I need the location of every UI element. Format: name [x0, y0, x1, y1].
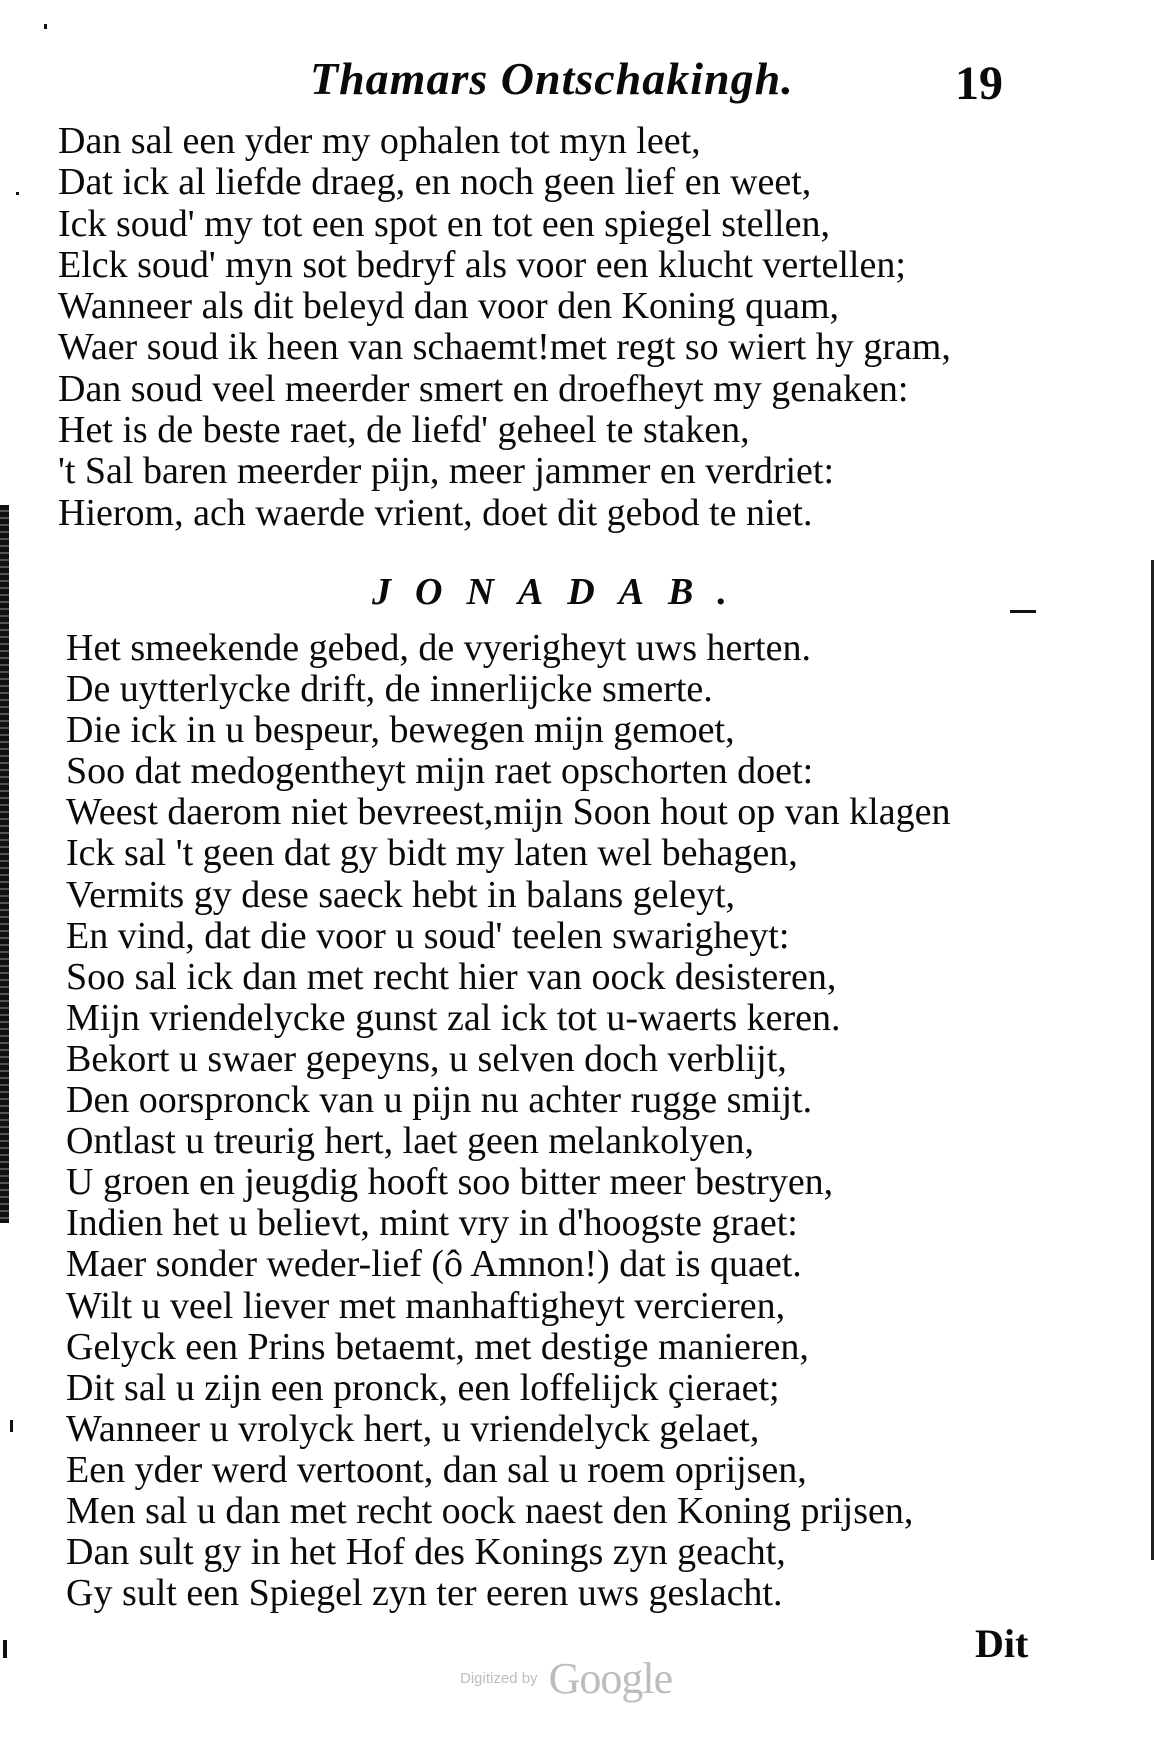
page-header	[300, 52, 1020, 112]
ink-speck	[16, 192, 19, 195]
verse-line: Gy sult een Spiegel zyn ter eeren uws geslacht.	[66, 1572, 783, 1615]
watermark-brand-logo: Google	[548, 1654, 673, 1703]
verse-line: Ick soud' my tot een spot en tot een spiegel stellen,	[58, 202, 830, 245]
verse-line: Soo sal ick dan met recht hier van oock desisteren,	[66, 955, 837, 998]
ink-speck	[10, 1420, 13, 1432]
verse-line: U groen en jeugdig hooft soo bitter meer bestryen,	[66, 1161, 834, 1204]
verse-line: Het is de beste raet, de liefd' geheel te staken,	[58, 409, 750, 452]
page-number: 19	[955, 57, 1003, 110]
verse-line: Maer sonder weder-lief (ô Amnon!) dat is quaet.	[66, 1243, 802, 1286]
running-head: Thamars Ontschakingh.	[310, 53, 794, 104]
ink-speck	[3, 1640, 7, 1658]
ink-speck	[44, 24, 47, 29]
verse-line: Dan sal een yder my ophalen tot myn leet,	[58, 120, 701, 162]
catchword: Dit	[975, 1621, 1029, 1666]
verse-line: En vind, dat die voor u soud' teelen swarigheyt:	[66, 914, 790, 957]
verse-block-upper	[58, 121, 951, 534]
watermark-digitized-label: Digitized by	[460, 1670, 538, 1687]
verse-line: Dit sal u zijn een pronck, een loffelijck çieraet;	[66, 1366, 780, 1409]
verse-line: Een yder werd vertoont, dan sal u roem oprijsen,	[66, 1448, 807, 1491]
binding-edge	[0, 505, 9, 1223]
ink-speck	[1010, 610, 1036, 613]
verse-line: Wanneer u vrolyck hert, u vriendelyck gelaet,	[66, 1407, 760, 1450]
verse-line: Weest daerom niet bevreest,mijn Soon hout op van klagen	[66, 791, 951, 834]
verse-line: Gelyck een Prins betaemt, met destige manieren,	[66, 1325, 809, 1368]
verse-line: Den oorspronck van u pijn nu achter rugge smijt.	[66, 1079, 813, 1122]
verse-line: Vermits gy dese saeck hebt in balans geleyt,	[66, 873, 736, 916]
verse-line: Wilt u veel liever met manhaftigheyt vercieren,	[66, 1284, 786, 1327]
verse-line: 't Sal baren meerder pijn, meer jammer en verdriet:	[58, 450, 835, 493]
verse-line: Ick sal 't geen dat gy bidt my laten wel behagen,	[66, 832, 798, 875]
speaker-heading: JONADAB.	[372, 571, 751, 613]
verse-line: Bekort u swaer gepeyns, u selven doch verblijt,	[66, 1037, 787, 1080]
verse-line: Dan sult gy in het Hof des Konings zyn geacht,	[66, 1531, 786, 1574]
verse-line: Waer soud ik heen van schaemt!met regt so wiert hy gram,	[58, 326, 951, 369]
verse-line: Die ick in u bespeur, bewegen mijn gemoet,	[66, 709, 735, 752]
verse-line: Indien het u believt, mint vry in d'hoogste graet:	[66, 1202, 798, 1245]
verse-line: De uytterlycke drift, de innerlijcke smerte.	[66, 668, 713, 711]
verse-line: Hierom, ach waerde vrient, doet dit gebod te niet.	[58, 491, 813, 534]
verse-line: Dat ick al liefde draeg, en noch geen lief en weet,	[58, 161, 812, 204]
verse-line: Wanneer als dit beleyd dan voor den Koning quam,	[58, 285, 840, 328]
verse-line: Soo dat medogentheyt mijn raet opschorten doet:	[66, 750, 814, 793]
digitization-watermark	[460, 1653, 672, 1703]
verse-line: Het smeekende gebed, de vyerigheyt uws herten.	[66, 627, 811, 669]
verse-line: Mijn vriendelycke gunst zal ick tot u-waerts keren.	[66, 996, 841, 1039]
verse-line: Ontlast u treurig hert, laet geen melankolyen,	[66, 1120, 754, 1163]
verse-line: Dan soud veel meerder smert en droefheyt my genaken:	[58, 367, 909, 410]
verse-block-lower	[66, 628, 950, 1614]
verse-line: Elck soud' myn sot bedryf als voor een klucht vertellen;	[58, 243, 906, 286]
verse-line: Men sal u dan met recht oock naest den Koning prijsen,	[66, 1489, 914, 1532]
